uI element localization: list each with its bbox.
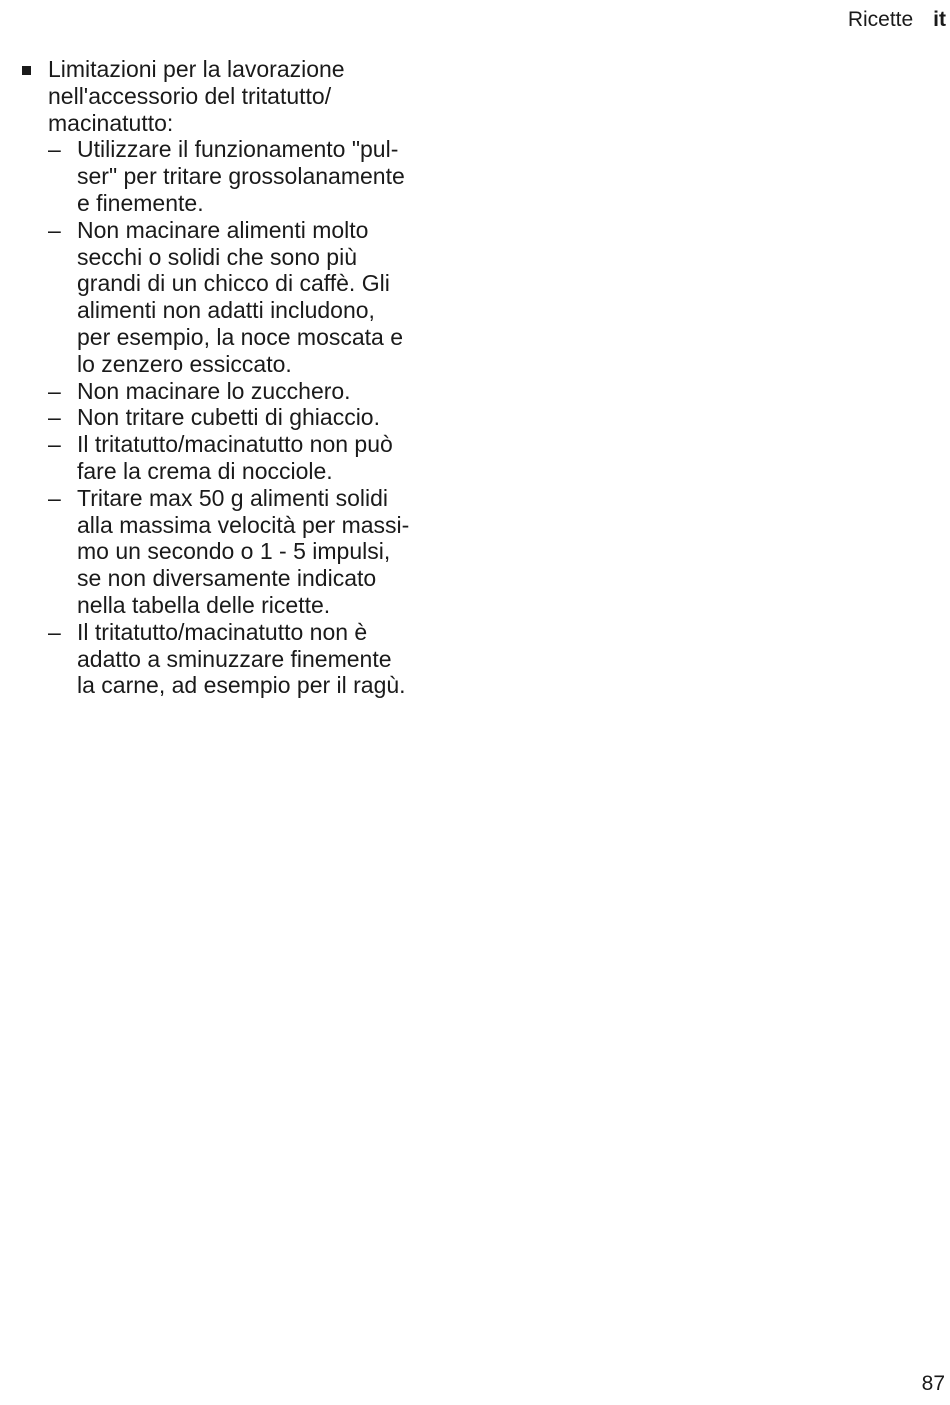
- list-item-line: la carne, ad esempio per il ragù.: [77, 672, 406, 699]
- list-item-line: secchi o solidi che sono più: [77, 243, 357, 270]
- list-item-line: ser" per tritare grossolanamente: [77, 163, 405, 190]
- dash-marker: –: [48, 484, 61, 511]
- list-item-line: alla massima velocità per massi-: [77, 511, 410, 538]
- bullet-text-line: Limitazioni per la lavorazione: [48, 56, 345, 82]
- dash-list-item: [20, 485, 480, 619]
- main-content: [20, 56, 480, 699]
- list-item-line: lo zenzero essiccato.: [77, 350, 292, 377]
- list-item-line: mo un secondo o 1 - 5 impulsi,: [77, 538, 391, 565]
- page-number: 87: [921, 1372, 945, 1395]
- dash-list-item: [20, 404, 480, 431]
- dash-marker: –: [48, 216, 61, 243]
- dash-list-item: [20, 378, 480, 405]
- dash-list-item: [20, 217, 480, 378]
- bullet-text-line: macinatutto:: [48, 109, 174, 136]
- list-item-line: adatto a sminuzzare finemente: [77, 645, 392, 672]
- dash-list: [20, 136, 480, 699]
- list-item-line: Utilizzare il funzionamento "pul-: [77, 136, 399, 163]
- page-header: [848, 7, 946, 33]
- dash-marker: –: [48, 404, 61, 431]
- list-item-line: nella tabella delle ricette.: [77, 591, 331, 618]
- dash-marker: –: [48, 377, 61, 404]
- language-code: it: [933, 8, 946, 31]
- list-item-line: Il tritatutto/macinatutto non è: [77, 618, 368, 645]
- section-title: Ricette: [847, 8, 914, 31]
- list-item-line: Non macinare alimenti molto: [77, 216, 369, 243]
- list-item-line: Tritare max 50 g alimenti solidi: [77, 484, 389, 511]
- dash-marker: –: [48, 618, 61, 645]
- list-item-line: Non tritare cubetti di ghiaccio.: [77, 404, 380, 431]
- list-item-line: e finemente.: [77, 189, 204, 216]
- bullet-item: [20, 56, 480, 136]
- dash-marker: –: [48, 136, 61, 163]
- list-item-line: alimenti non adatti includono,: [77, 297, 375, 324]
- dash-list-item: [20, 431, 480, 485]
- list-item-line: Non macinare lo zucchero.: [77, 377, 351, 404]
- list-item-line: fare la crema di nocciole.: [77, 457, 333, 484]
- bullet-text-line: nell'accessorio del tritatutto/: [48, 82, 332, 109]
- list-item-line: grandi di un chicco di caffè. Gli: [77, 270, 390, 297]
- dash-list-item: [20, 136, 480, 216]
- list-item-line: per esempio, la noce moscata e: [77, 323, 404, 350]
- list-item-line: se non diversamente indicato: [77, 565, 377, 592]
- dash-marker: –: [48, 431, 61, 458]
- dash-list-item: [20, 619, 480, 699]
- square-bullet-icon: [22, 66, 31, 75]
- list-item-line: Il tritatutto/macinatutto non può: [77, 431, 393, 458]
